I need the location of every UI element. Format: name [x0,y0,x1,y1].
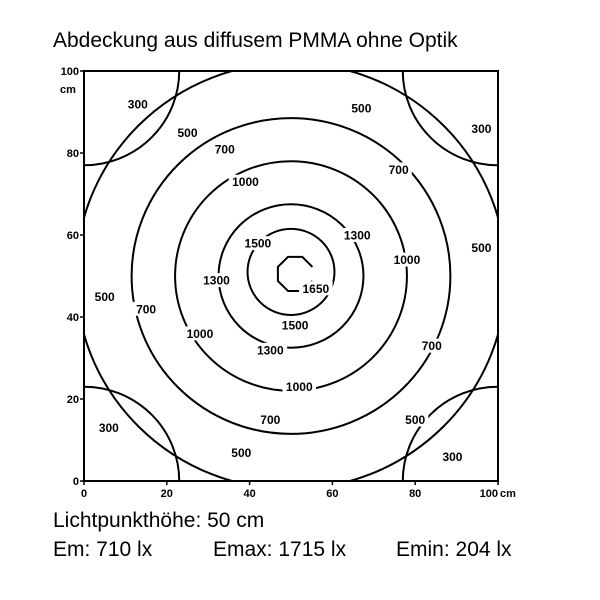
contour-label-1300: 1300 [203,273,230,288]
contour-label-500: 500 [471,240,492,255]
y-tick-label: 80 [66,148,79,160]
contour-label-300: 300 [442,449,463,464]
contour-label-1500: 1500 [281,318,309,333]
x-tick-label: 100 [479,488,498,500]
contour-label-1000: 1000 [393,253,421,268]
x-tick-label: 0 [80,488,88,500]
contour-labels [92,97,495,464]
contour-label-500: 500 [351,101,372,116]
contour-label-1000: 1000 [285,380,313,395]
contour-label-1650: 1650 [302,281,330,296]
contour-label-300: 300 [127,97,148,112]
y-tick-label: 100 [60,66,79,78]
chart-title: Abdeckung aus diffusem PMMA ohne Optik [53,29,458,52]
x-tick-label: 20 [160,488,173,500]
contour-label-500: 500 [94,290,115,304]
contour-label-700: 700 [214,142,235,157]
contour-line-300-corner-3 [0,0,179,165]
contour-label-500: 500 [177,126,198,140]
x-unit-label: cm [500,488,516,500]
y-tick-label: 40 [66,312,79,324]
contour-label-500: 500 [231,445,252,460]
contour-label-300: 300 [98,421,119,436]
x-tick-label: 60 [326,488,339,500]
y-tick-label: 60 [66,230,79,242]
max-illuminance: Emax: 1715 lx [213,538,347,561]
y-tick-label: 20 [66,394,79,406]
contour-label-1500: 1500 [244,236,272,251]
mounting-height: Lichtpunkthöhe: 50 cm [53,509,265,532]
y-tick-label: 0 [72,476,79,488]
plot-frame [84,71,498,481]
x-tick-label: 80 [409,488,422,500]
contour-label-700: 700 [136,302,157,317]
min-illuminance: Emin: 204 lx [396,538,512,561]
contour-label-1000: 1000 [186,326,214,341]
average-illuminance: Em: 710 lx [53,538,153,561]
contour-label-1000: 1000 [232,175,259,190]
contour-label-700: 700 [388,162,409,177]
contour-label-300: 300 [471,121,492,136]
contour-label-1300: 1300 [256,343,284,358]
contour-label-1300: 1300 [343,228,371,243]
contour-label-700: 700 [421,339,442,354]
contour-label-500: 500 [405,413,426,427]
x-tick-label: 40 [243,488,256,500]
y-unit-label: cm [60,84,76,96]
contour-label-700: 700 [260,413,281,427]
contour-line-500 [76,63,507,489]
